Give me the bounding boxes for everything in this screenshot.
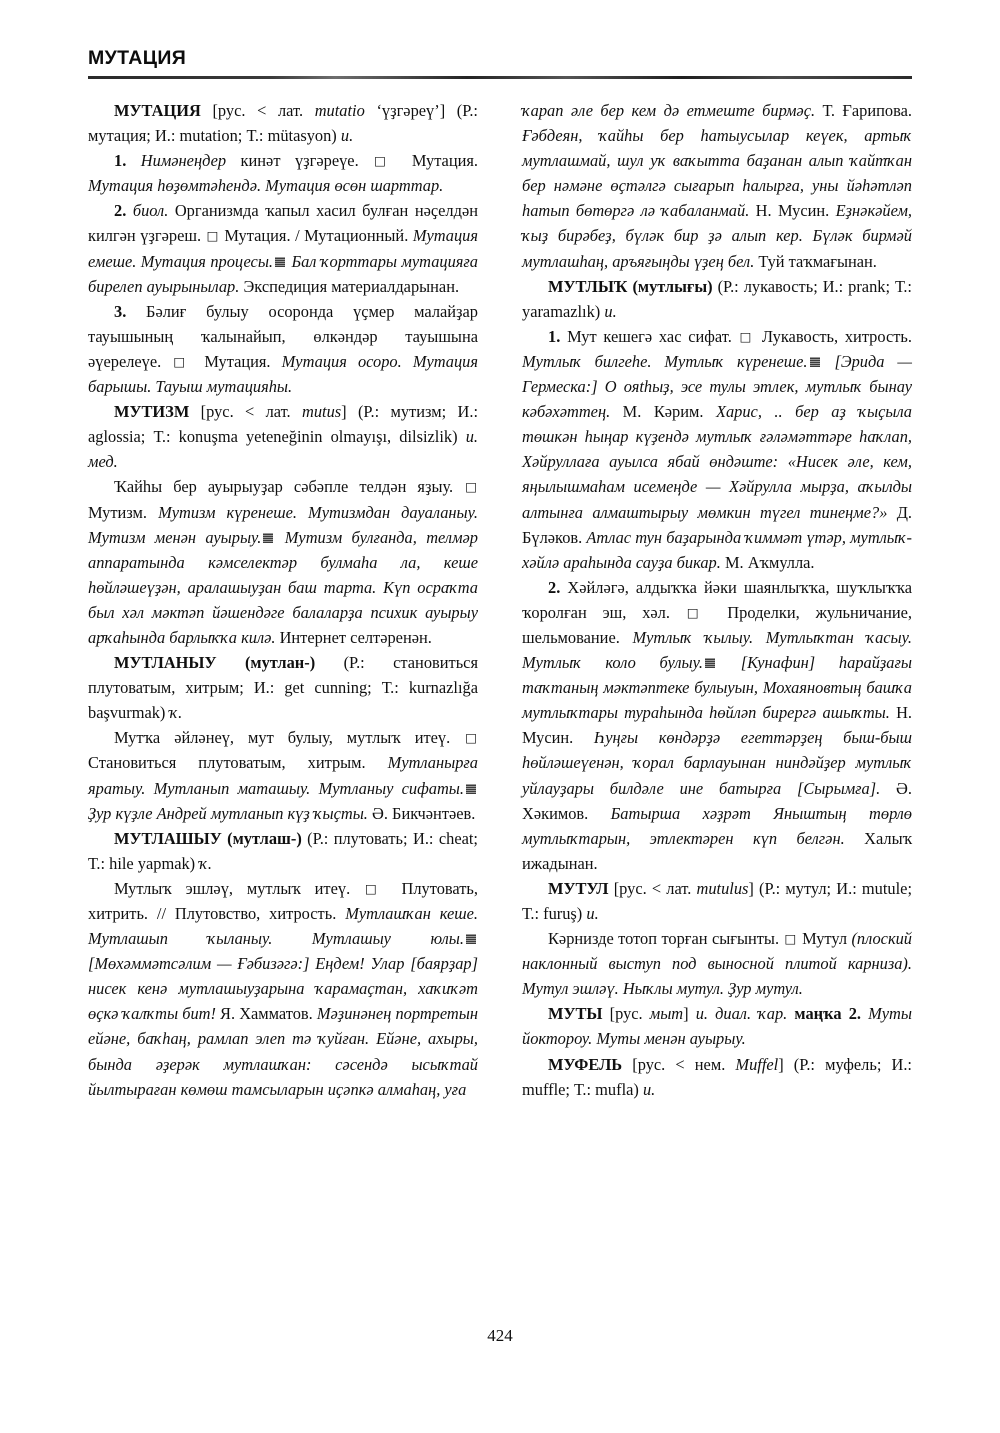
headword: МУТЫ xyxy=(548,1004,610,1024)
running-head: МУТАЦИЯ xyxy=(88,47,187,69)
open-square-icon: □ xyxy=(465,730,477,746)
example-text: и. xyxy=(340,126,354,146)
example-text: ҡарап әле бер кем дә етмеште бирмәҫ. xyxy=(522,101,816,120)
example-text: Мутланырға яратыу. Мутланып маташыу. Мутланыу сифаты. xyxy=(88,753,478,798)
entry-mutlyk-sense-1 xyxy=(522,324,912,575)
example-text: Мутация емеше. Мутация процесы. xyxy=(88,226,478,271)
definition-text: Н. Мусин. xyxy=(749,201,836,221)
definition-text: Становиться плутоватым, хитрым. xyxy=(88,753,388,773)
example-text: [Эрида — Гермеска:] О ояthыҙ, эсе тулы этлек, мутлыҡ бынау кәбәхәттең. xyxy=(522,351,912,422)
example-text: Мутация осоро. Мутация барышы. Тауыш мутацияһы. xyxy=(88,351,478,397)
definition-text: ] (Р.: мутизм; И.: aglossia; Т.: konuşma yeteneğinin olmayışı, dilsizlik) xyxy=(88,402,478,447)
definition-text: (Р.: становиться плутоватым, хитрым; И.: get cunning; Т.: kurnazlığa başvurmak) xyxy=(88,653,478,723)
definition-text: Т. Ғарипова. xyxy=(815,101,912,120)
example-text: Мутизм булғанда, телмәр аппаратында кәмселектәр булмаһа ла, кеше һөйләшеүҙән, аралашыуҙан баш тарта. Күп осраҡта был хәл мәктәп йәшендәге балаларҙа психик ауырыу арҡаһында барлыҡҡа килә. xyxy=(88,527,478,647)
entry-mutlyk-sense-2 xyxy=(522,575,912,876)
definition-text: (Р.: лукавость; И.: prank; Т.: yaramazlık) xyxy=(522,276,912,321)
left-column xyxy=(88,98,478,1313)
entry-mutlashyu-body xyxy=(88,876,478,1102)
entry-mutatsiya-head xyxy=(88,98,478,148)
headword: маңҡа 2. xyxy=(794,1004,862,1024)
example-text: [Кунафин] һарайҙағы таҡтаның мәктәптеке булыуын, Мохаяновтың башҡа мутлыҡтары тураһында һөйләп бирергә ашыҡты. xyxy=(522,653,912,723)
definition-text: Мутизм. xyxy=(88,502,159,522)
definition-text: ‘үҙгәреү’] (Р.: мутация; И.: mutation; Т.: mütasyon) xyxy=(88,101,478,146)
example-text: Харис, .. бер аҙ ҡыҫыла төшкән һыңар күҙендә мутлыҡ ғәләмәттәре һаҡлап, Хәйруллаға ауылса ябай өндәште: «Нисек әле, кем, яңылышмаһам исемеңде — Хәйрулла мырҙа, аҡылды алтынға алмаштырыу мөмкин түгел тинеңме?» xyxy=(522,402,912,522)
definition-text: [рус. < лат. xyxy=(200,402,302,422)
entry-mutizm-body xyxy=(88,474,478,650)
definition-text: Ә. Бикчәнтәев. xyxy=(367,803,476,823)
entry-mutizm-head xyxy=(88,399,478,474)
open-square-icon: □ xyxy=(739,328,755,344)
example-text: mutus xyxy=(302,402,342,422)
headword: 3. xyxy=(114,301,147,321)
open-square-icon: □ xyxy=(465,479,477,495)
example-text: и. диал. ҡар. xyxy=(695,1004,788,1024)
definition-text: Мутул xyxy=(797,929,852,949)
filled-square-icon xyxy=(705,658,715,668)
example-text: мыт xyxy=(649,1004,684,1024)
filled-square-icon xyxy=(466,934,476,944)
definition-text: М. Аҡмулла. xyxy=(720,552,815,572)
example-text: и. мед. xyxy=(88,427,478,472)
definition-text: Интернет селтәренән. xyxy=(275,627,432,647)
entry-mutlashyu-body-cont xyxy=(522,98,912,274)
example-text: Мутлыҡ билгеһе. Мутлыҡ күренеше. xyxy=(522,351,808,371)
definition-text: Халыҡ ижадынан. xyxy=(522,828,912,873)
headword: МУТУЛ xyxy=(548,878,614,898)
definition-text: [рус. xyxy=(609,1004,650,1024)
definition-text: Мутация. xyxy=(193,351,282,371)
example-text: Muffel xyxy=(735,1054,779,1074)
entry-mutlyk-head xyxy=(522,274,912,324)
header-rule xyxy=(88,76,912,78)
definition-text: [рус. < нем. xyxy=(632,1054,736,1074)
definition-text: Я. Хамматов. xyxy=(215,1004,317,1024)
definition-text: Плутовать, хитрить. // Плутовство, хитрость. xyxy=(88,878,479,923)
headword: 1. xyxy=(114,151,141,171)
definition-text: Лукавость, хитрость. xyxy=(755,326,912,346)
open-square-icon: □ xyxy=(173,353,193,369)
definition-text: [рус. < лат. xyxy=(613,878,697,898)
example-text: Мутизм күренеше. Мутизмдан дауаланыу. Мутизм менән ауырыу. xyxy=(88,502,478,547)
entry-mutatsiya-sense-1 xyxy=(88,148,478,198)
example-text: и. xyxy=(642,1079,656,1099)
definition-text: Ә. Хәкимов. xyxy=(522,778,912,823)
definition-text: Н. Мусин. xyxy=(522,703,912,748)
definition-text: М. Кәрим. xyxy=(610,402,716,422)
example-text: Мутация һөҙөмтәһендә. Мутация өсөн шарттар. xyxy=(88,176,444,196)
entry-mutul-body xyxy=(522,926,912,1001)
definition-text: Д. Бүләков. xyxy=(522,502,912,547)
definition-text: Туй таҡмағынан. xyxy=(754,251,877,271)
definition-text: Хәйләгә, алдыҡҡа йәки шаянлыҡҡа, шуҡлыҡҡа ҡоролған эш, хәл. xyxy=(522,577,913,622)
definition-text: Мут кешегә хас сифат. xyxy=(567,326,739,346)
example-text: и. xyxy=(586,904,599,923)
headword: МУТЛАНЫУ (мутлан-) xyxy=(114,653,344,673)
example-text: (плоский наклонный выступ под выносной плитой карниза). Мутул эшләү. Ныҡлы мутул. Ҙур мутул. xyxy=(522,929,912,999)
entry-mutlanyu-body xyxy=(88,725,478,825)
entry-mutatsiya-sense-3 xyxy=(88,299,478,399)
page-number: 424 xyxy=(487,1326,513,1345)
headword: МУТАЦИЯ xyxy=(114,101,213,120)
headword: МУФЕЛЬ xyxy=(548,1054,633,1074)
definition-text: Экспедиция материалдарынан. xyxy=(239,276,460,296)
example-text: Ғәбдеян, ҡайһы бер һатыусылар кеүек, артыҡ мутлашмай, шул уҡ ваҡытта баҙанан алып ҡайтҡан бер нәмәне өҫтәлгә сығарып һалырға, уны йәһәтләп һатып бөтөргә лә ҡабаланмай. xyxy=(522,126,912,221)
filled-square-icon xyxy=(275,257,285,267)
definition-text: Организмда ҡапыл хасил булған нәҫелдән килгән үҙгәреш. xyxy=(88,201,478,246)
definition-text: Проделки, жульничание, шельмование. xyxy=(522,602,912,647)
right-column xyxy=(522,98,912,1313)
example-text: Бал ҡорттары мутацияға бирелеп ауырынылар. xyxy=(88,251,478,296)
definition-text: ] (Р.: муфель; И.: muffle; Т.: mufla) xyxy=(522,1054,912,1099)
example-text: Батырша хәҙрәт Яныштың төрлө мутлыҡтарын, этлектәрен күп белгән. xyxy=(522,803,912,848)
filled-square-icon xyxy=(466,784,476,794)
definition-text: ] xyxy=(683,1004,696,1024)
example-text: Атлас тун баҙарында ҡиммәт үтәр, мутлыҡ-хәйлә араһында сауҙа бикар. xyxy=(522,527,913,572)
example-text: ҡ. xyxy=(199,853,212,873)
entry-mutul-head xyxy=(522,876,912,926)
entry-mufel xyxy=(522,1052,912,1102)
example-text: [Мөхәммәтсәлим — Ғәбизәгә:] Еңдем! Улар [баярҙар] нисек кенә мутлашыуҙарына ҡарамаҫтан, хаҡиҡәт өҫкә ҡалҡты бит! xyxy=(88,954,478,1024)
example-text: и. xyxy=(604,301,617,321)
definition-text: ] (Р.: мутул; И.: mutule; Т.: furuş) xyxy=(522,878,913,923)
headword: МУТИЗМ xyxy=(114,402,201,422)
page-header xyxy=(88,48,912,79)
headword: 1. xyxy=(548,326,568,346)
example-text: Һуңғы көндәрҙә егеттәрҙең быш-быш һөйләшеүенән, ҡорал барлауынан ниндәйҙер мутлыҡ уйлауҙары билдәле ине батырға [Сырымға]. xyxy=(522,728,913,798)
open-square-icon: □ xyxy=(365,880,387,896)
open-square-icon: □ xyxy=(374,153,397,169)
open-square-icon: □ xyxy=(206,228,219,244)
definition-text: Мутация. xyxy=(397,151,479,171)
definition-text: Мутация. / Мутационный. xyxy=(219,226,413,246)
definition-text: Мутҡа әйләнеү, мут булыу, мутлыҡ итеү. xyxy=(114,728,465,748)
headword: МУТЛАШЫУ (мутлаш-) xyxy=(114,828,308,848)
example-text: биол. xyxy=(132,201,169,221)
entry-muty xyxy=(522,1001,912,1051)
definition-text: [рус. < лат. xyxy=(212,101,315,120)
open-square-icon: □ xyxy=(686,604,711,620)
definition-text: Мутлыҡ эшләү, мутлыҡ итеү. xyxy=(114,878,365,898)
definition-text: Ҡайһы бер ауырыуҙар сәбәпле телдән яҙыу. xyxy=(114,477,465,497)
example-text: Мутлашҡан кеше. Мутлашып ҡыланыу. Мутлашыу юлы. xyxy=(88,904,479,949)
open-square-icon: □ xyxy=(784,931,797,947)
example-text: Ҙур күҙле Андрей мутланып күҙ ҡыҫты. xyxy=(88,803,368,823)
headword: 2. xyxy=(114,201,133,221)
definition-text: Кәрнизде тотоп торған сығынты. xyxy=(548,929,784,949)
text-columns xyxy=(88,98,912,1313)
headword: 2. xyxy=(548,577,568,597)
entry-mutatsiya-sense-2 xyxy=(88,198,478,298)
headword: МУТЛЫҠ (мутлығы) xyxy=(548,276,718,296)
example-text: mutatio xyxy=(314,101,365,120)
example-text: Муты йоктороу. Муты менән ауырыу. xyxy=(522,1004,912,1049)
filled-square-icon xyxy=(810,357,820,367)
definition-text: (Р.: плутовать; И.: cheat; Т.: hile yapmak) xyxy=(88,828,478,873)
example-text: Еҙнәкәйем, ҡыҙ бирәбеҙ, бүләк бир ҙә алып кер. Бүләк бирмәй мутлашһаң, аръяғыңды үҙең бел. xyxy=(522,201,912,271)
example-text: Мутлыҡ ҡылыу. Мутлыҡтан ҡасыу. Мутлыҡ коло булыу. xyxy=(522,627,912,673)
example-text: Нимәнеңдер xyxy=(140,151,227,171)
entry-mutlashyu-head xyxy=(88,826,478,876)
definition-text: Бәлиғ булыу осоронда үҫмер малайҙар тауышының ҡалынайып, өлкәндәр тауышына әүерелеүе. xyxy=(88,301,478,371)
definition-text: кинәт үҙгәреүе. xyxy=(226,151,374,171)
example-text: mutulus xyxy=(696,878,749,898)
entry-mutlanyu-head xyxy=(88,650,478,725)
filled-square-icon xyxy=(263,533,273,543)
example-text: ҡ. xyxy=(169,703,183,723)
example-text: Мәҙинәнең портретын ейәне, баҡһаң, рамлап элеп тә ҡуйған. Ейәне, ахыры, бында әҙерәк мутлашҡан: сәсендә ысыҡтай йылтыраған көмөш тамсыларын иҫәпкә алмаһаң, уға xyxy=(88,1004,478,1099)
